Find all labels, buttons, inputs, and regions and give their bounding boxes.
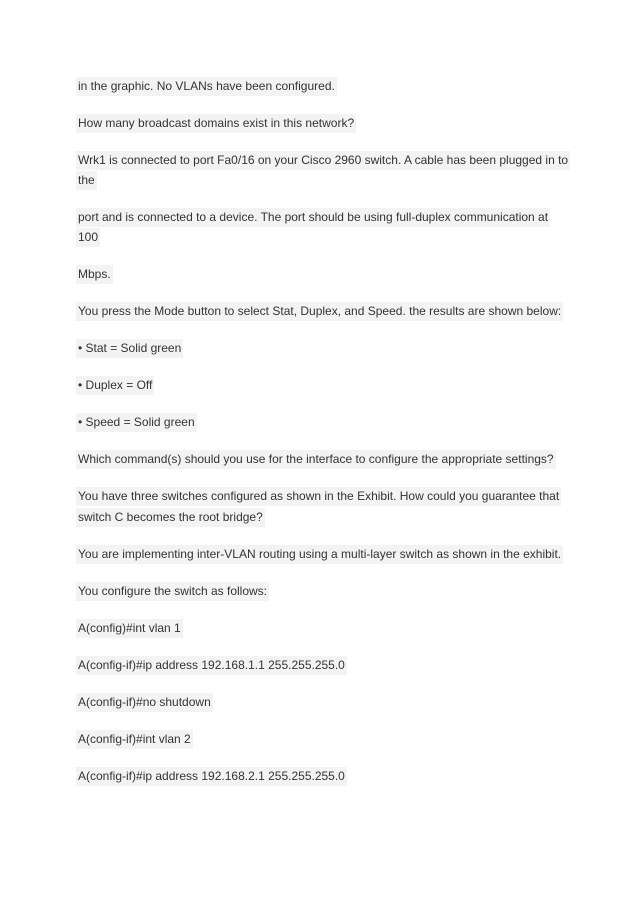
text-line: in the graphic. No VLANs have been configured. bbox=[76, 77, 337, 96]
bullet-item: • Stat = Solid green bbox=[76, 339, 183, 358]
text-line: the bbox=[76, 171, 97, 190]
bullet-item: • Duplex = Off bbox=[76, 376, 154, 395]
config-command: A(config)#int vlan 1 bbox=[76, 619, 183, 638]
text-line: Which command(s) should you use for the interface to configure the appropriate settings? bbox=[76, 450, 556, 469]
text-line: switch C becomes the root bridge? bbox=[76, 508, 265, 527]
text-line: 100 bbox=[76, 228, 100, 247]
bullet-item: • Speed = Solid green bbox=[76, 413, 197, 432]
text-line: Wrk1 is connected to port Fa0/16 on your Cisco 2960 switch. A cable has been plugged in to bbox=[76, 151, 570, 170]
text-line: How many broadcast domains exist in this network? bbox=[76, 114, 356, 133]
text-line: You press the Mode button to select Stat, Duplex, and Speed. the results are shown below: bbox=[76, 302, 563, 321]
text-line: You have three switches configured as shown in the Exhibit. How could you guarantee that bbox=[76, 487, 561, 506]
text-line: port and is connected to a device. The port should be using full-duplex communication at bbox=[76, 208, 550, 227]
config-command: A(config-if)#ip address 192.168.1.1 255.255.255.0 bbox=[76, 656, 347, 675]
text-line: You are implementing inter-VLAN routing using a multi-layer switch as shown in the exhibit. bbox=[76, 545, 563, 564]
config-command: A(config-if)#ip address 192.168.2.1 255.255.255.0 bbox=[76, 767, 347, 786]
config-command: A(config-if)#no shutdown bbox=[76, 693, 213, 712]
text-line: Mbps. bbox=[76, 265, 113, 284]
config-command: A(config-if)#int vlan 2 bbox=[76, 730, 193, 749]
text-line: You configure the switch as follows: bbox=[76, 582, 269, 601]
